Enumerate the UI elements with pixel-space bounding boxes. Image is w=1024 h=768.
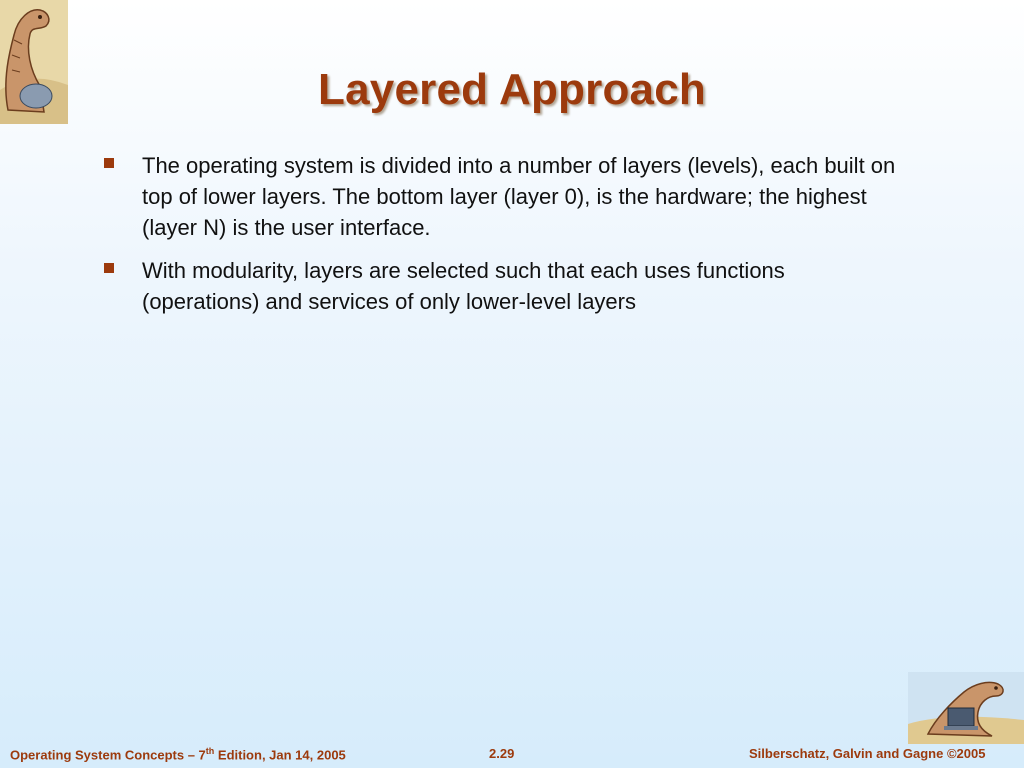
footer-page-number: 2.29	[489, 746, 515, 761]
footer-book-title	[10, 746, 346, 762]
square-bullet-icon	[104, 158, 114, 168]
bullet-item	[104, 255, 904, 317]
bullet-text: The operating system is divided into a number of layers (levels), each built on top of lower layers. The bottom layer (layer 0), is the hardware; the highest (layer N) is the user interface.	[142, 153, 896, 240]
dinosaur-laptop-illustration-bottom-right	[908, 672, 1024, 744]
footer-book-title-sup: th	[205, 746, 215, 756]
footer-book-title-prefix: Operating System Concepts – 7	[10, 747, 206, 763]
bullet-item	[104, 150, 904, 243]
bullet-list	[104, 150, 904, 329]
footer-copyright: Silberschatz, Galvin and Gagne ©2005	[749, 746, 986, 761]
square-bullet-icon	[104, 263, 114, 273]
bullet-text: With modularity, layers are selected such that each uses functions (operations) and services of only lower-level layers	[142, 258, 785, 314]
footer-book-title-suffix: Edition, Jan 14, 2005	[214, 747, 346, 763]
slide-title: Layered Approach	[318, 65, 706, 115]
